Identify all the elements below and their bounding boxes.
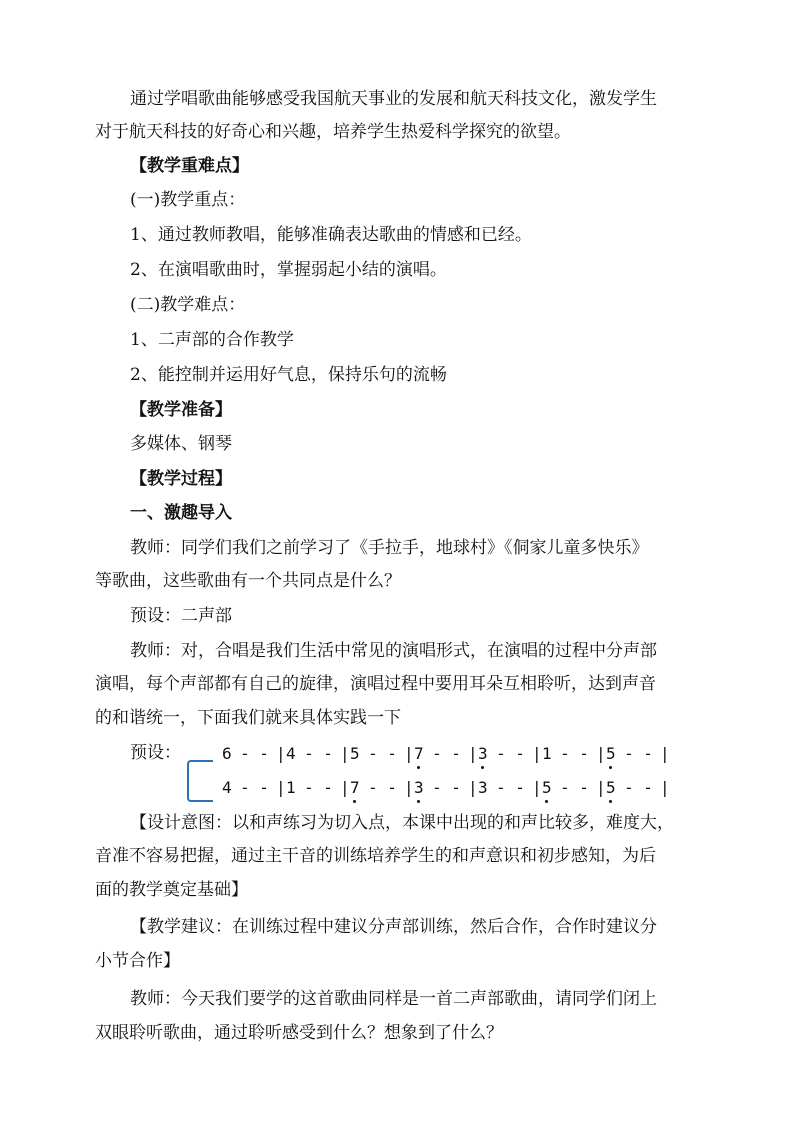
note: 7 bbox=[414, 744, 424, 763]
section-heading: 一、激趣导入 bbox=[130, 503, 232, 523]
bar-line: | bbox=[404, 778, 414, 797]
duration-dash: - - bbox=[560, 744, 589, 763]
low-octave-dot bbox=[417, 766, 420, 769]
text-line: 2、能控制并运用好气息，保持乐句的流畅 bbox=[130, 365, 447, 385]
bar-line: | bbox=[596, 744, 606, 763]
duration-dash: - - bbox=[560, 778, 589, 797]
text-line: 【教学建议：在训练过程中建议分声部训练，然后合作，合作时建议分 bbox=[130, 917, 657, 937]
bar-line: | bbox=[532, 778, 542, 797]
text-line: 演唱，每个声部都有自己的旋律，演唱过程中要用耳朵互相聆听，达到声音 bbox=[95, 674, 656, 694]
text-line: 音准不容易把握，通过主干音的训练培养学生的和声意识和初步感知，为后 bbox=[95, 846, 656, 866]
duration-dash: - - bbox=[240, 778, 269, 797]
duration-dash: - - bbox=[496, 778, 525, 797]
duration-dash: - - bbox=[304, 744, 333, 763]
duration-dash: - - bbox=[496, 744, 525, 763]
section-heading: 【教学过程】 bbox=[130, 469, 232, 489]
duration-dash: - - bbox=[368, 744, 397, 763]
bar-line: | bbox=[596, 778, 606, 797]
bar-line: | bbox=[340, 744, 350, 763]
text-line: (二)教学难点： bbox=[130, 295, 246, 315]
bar-line: | bbox=[660, 778, 670, 797]
notation-row-lower bbox=[222, 776, 692, 800]
note: 3 bbox=[478, 778, 488, 797]
section-heading: 【教学重难点】 bbox=[130, 156, 249, 176]
note: 7 bbox=[350, 778, 360, 797]
duration-dash: - - bbox=[624, 778, 653, 797]
text-line: 1、二声部的合作教学 bbox=[130, 330, 294, 350]
note: 1 bbox=[542, 744, 552, 763]
voice-brace bbox=[187, 760, 213, 802]
text-line: 面的教学奠定基础】 bbox=[95, 880, 248, 900]
low-octave-dot bbox=[353, 800, 356, 803]
bar-line: | bbox=[404, 744, 414, 763]
text-line: 对于航天科技的好奇心和兴趣，培养学生热爱科学探究的欲望。 bbox=[95, 122, 571, 142]
note: 3 bbox=[478, 744, 488, 763]
text-line: 的和谐统一，下面我们就来具体实践一下 bbox=[95, 708, 401, 728]
text-line: 预设： bbox=[130, 743, 181, 763]
text-line: 通过学唱歌曲能够感受我国航天事业的发展和航天科技文化，激发学生 bbox=[130, 89, 657, 109]
section-heading: 【教学准备】 bbox=[130, 400, 232, 420]
note: 1 bbox=[286, 778, 296, 797]
text-line: 教师：今天我们要学的这首歌曲同样是一首二声部歌曲，请同学们闭上 bbox=[130, 989, 657, 1009]
text-line: 教师：对，合唱是我们生活中常见的演唱形式，在演唱的过程中分声部 bbox=[130, 641, 657, 661]
text-line: 预设：二声部 bbox=[130, 606, 232, 626]
text-line: 教师：同学们我们之前学习了《手拉手，地球村》《侗家儿童多快乐》 bbox=[130, 538, 649, 558]
note: 4 bbox=[286, 744, 296, 763]
duration-dash: - - bbox=[304, 778, 333, 797]
duration-dash: - - bbox=[240, 744, 269, 763]
text-line: 双眼聆听歌曲，通过聆听感受到什么？想象到了什么？ bbox=[95, 1023, 503, 1043]
bar-line: | bbox=[276, 778, 286, 797]
note: 5 bbox=[606, 744, 616, 763]
text-line: 小节合作】 bbox=[95, 951, 180, 971]
notation-row-upper bbox=[222, 742, 692, 766]
note: 4 bbox=[222, 778, 232, 797]
bar-line: | bbox=[532, 744, 542, 763]
bar-line: | bbox=[660, 744, 670, 763]
note: 6 bbox=[222, 744, 232, 763]
bar-line: | bbox=[468, 744, 478, 763]
low-octave-dot bbox=[545, 800, 548, 803]
text-line: 1、通过教师教唱，能够准确表达歌曲的情感和已经。 bbox=[130, 225, 532, 245]
note: 5 bbox=[606, 778, 616, 797]
duration-dash: - - bbox=[432, 778, 461, 797]
text-line: 等歌曲，这些歌曲有一个共同点是什么？ bbox=[95, 571, 401, 591]
bar-line: | bbox=[276, 744, 286, 763]
text-line: 【设计意图：以和声练习为切入点，本课中出现的和声比较多，难度大， bbox=[130, 813, 674, 833]
text-line: (一)教学重点： bbox=[130, 190, 246, 210]
bar-line: | bbox=[340, 778, 350, 797]
duration-dash: - - bbox=[432, 744, 461, 763]
text-line: 多媒体、钢琴 bbox=[130, 434, 232, 454]
low-octave-dot bbox=[481, 766, 484, 769]
duration-dash: - - bbox=[624, 744, 653, 763]
note: 3 bbox=[414, 778, 424, 797]
duration-dash: - - bbox=[368, 778, 397, 797]
note: 5 bbox=[350, 744, 360, 763]
low-octave-dot bbox=[417, 800, 420, 803]
note: 5 bbox=[542, 778, 552, 797]
low-octave-dot bbox=[609, 766, 612, 769]
bar-line: | bbox=[468, 778, 478, 797]
text-line: 2、在演唱歌曲时，掌握弱起小结的演唱。 bbox=[130, 260, 447, 280]
low-octave-dot bbox=[609, 800, 612, 803]
